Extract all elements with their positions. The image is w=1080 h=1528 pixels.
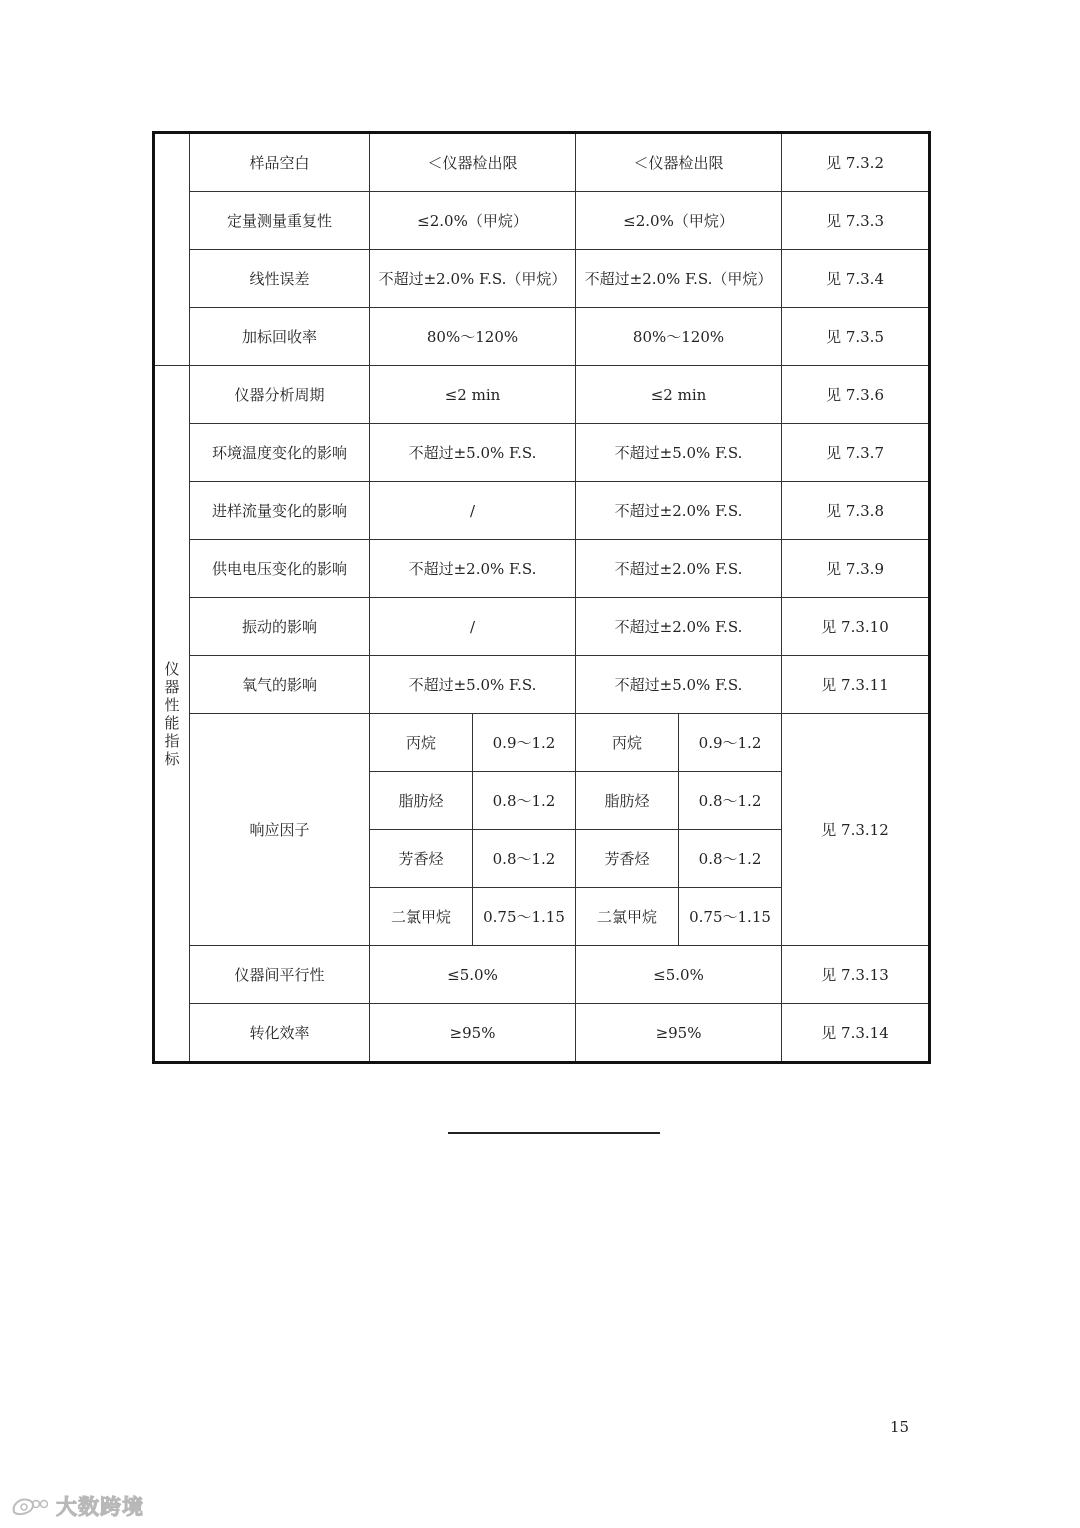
item-cell-response-factor: 响应因子 (190, 714, 370, 946)
factor-value-b: 0.8～1.2 (679, 830, 782, 888)
table-row (154, 1004, 930, 1063)
item-cell: 定量测量重复性 (190, 192, 370, 250)
group-label-char: 性 (164, 695, 180, 714)
spec-table (152, 131, 931, 1064)
value-cell-a: ≤2.0%（甲烷） (370, 192, 576, 250)
value-cell-a: 不超过±5.0% F.S. (370, 656, 576, 714)
table-row (154, 540, 930, 598)
table-row (154, 424, 930, 482)
value-cell-b: ≤5.0% (576, 946, 782, 1004)
item-cell: 线性误差 (190, 250, 370, 308)
value-cell-b: 不超过±2.0% F.S. (576, 598, 782, 656)
ref-cell: 见 7.3.5 (782, 308, 930, 366)
ref-cell: 见 7.3.8 (782, 482, 930, 540)
value-cell-b: ≤2.0%（甲烷） (576, 192, 782, 250)
group-label-char: 仪 (164, 659, 180, 678)
value-cell-b: 不超过±2.0% F.S. (576, 482, 782, 540)
value-cell-b: ≥95% (576, 1004, 782, 1063)
factor-value-a: 0.8～1.2 (473, 830, 576, 888)
ref-cell: 见 7.3.14 (782, 1004, 930, 1063)
value-cell-b: 不超过±2.0% F.S. (576, 540, 782, 598)
table-row (154, 656, 930, 714)
watermark (10, 1492, 144, 1520)
compound-name-a: 丙烷 (370, 714, 473, 772)
value-cell-a: ≤2 min (370, 366, 576, 424)
response-factor-row (154, 714, 930, 772)
ref-cell: 见 7.3.10 (782, 598, 930, 656)
value-cell-b: 不超过±5.0% F.S. (576, 424, 782, 482)
table-row (154, 946, 930, 1004)
table-row (154, 308, 930, 366)
compound-name-b: 脂肪烃 (576, 772, 679, 830)
group-label-cell (154, 366, 190, 1063)
value-cell-a: 不超过±2.0% F.S. (370, 540, 576, 598)
item-cell: 振动的影响 (190, 598, 370, 656)
value-cell-a: ≤5.0% (370, 946, 576, 1004)
value-cell-b: 不超过±2.0% F.S.（甲烷） (576, 250, 782, 308)
compound-name-b: 丙烷 (576, 714, 679, 772)
value-cell-a: / (370, 482, 576, 540)
value-cell-b: 80%～120% (576, 308, 782, 366)
value-cell-b: 不超过±5.0% F.S. (576, 656, 782, 714)
item-cell: 仪器间平行性 (190, 946, 370, 1004)
value-cell-b: ≤2 min (576, 366, 782, 424)
factor-value-b: 0.8～1.2 (679, 772, 782, 830)
table-row (154, 192, 930, 250)
group-label-char: 器 (164, 677, 180, 696)
page-number: 15 (890, 1418, 910, 1436)
ref-cell: 见 7.3.2 (782, 133, 930, 192)
group-label-char: 指 (164, 731, 180, 750)
item-cell: 加标回收率 (190, 308, 370, 366)
item-cell: 供电电压变化的影响 (190, 540, 370, 598)
ref-cell: 见 7.3.7 (782, 424, 930, 482)
table-row (154, 482, 930, 540)
ref-cell-response-factor: 见 7.3.12 (782, 714, 930, 946)
factor-value-b: 0.9～1.2 (679, 714, 782, 772)
table-row (154, 366, 930, 424)
table-row (154, 133, 930, 192)
value-cell-a: 不超过±5.0% F.S. (370, 424, 576, 482)
item-cell: 环境温度变化的影响 (190, 424, 370, 482)
value-cell-a: ≥95% (370, 1004, 576, 1063)
item-cell: 仪器分析周期 (190, 366, 370, 424)
value-cell-a: 不超过±2.0% F.S.（甲烷） (370, 250, 576, 308)
table-row (154, 598, 930, 656)
ref-cell: 见 7.3.4 (782, 250, 930, 308)
item-cell: 转化效率 (190, 1004, 370, 1063)
value-cell-b: ＜仪器检出限 (576, 133, 782, 192)
factor-value-a: 0.8～1.2 (473, 772, 576, 830)
compound-name-a: 二氯甲烷 (370, 888, 473, 946)
table-row (154, 250, 930, 308)
factor-value-a: 0.9～1.2 (473, 714, 576, 772)
compound-name-b: 二氯甲烷 (576, 888, 679, 946)
weibo-style-logo-icon (10, 1494, 50, 1518)
value-cell-a: / (370, 598, 576, 656)
ref-cell: 见 7.3.11 (782, 656, 930, 714)
factor-value-a: 0.75～1.15 (473, 888, 576, 946)
ref-cell: 见 7.3.6 (782, 366, 930, 424)
factor-value-b: 0.75～1.15 (679, 888, 782, 946)
watermark-text: 大数跨境 (56, 1495, 144, 1519)
item-cell: 样品空白 (190, 133, 370, 192)
group-label-char: 标 (164, 749, 180, 768)
compound-name-a: 芳香烃 (370, 830, 473, 888)
ref-cell: 见 7.3.3 (782, 192, 930, 250)
compound-name-a: 脂肪烃 (370, 772, 473, 830)
ref-cell: 见 7.3.13 (782, 946, 930, 1004)
value-cell-a: 80%～120% (370, 308, 576, 366)
item-cell: 氧气的影响 (190, 656, 370, 714)
item-cell: 进样流量变化的影响 (190, 482, 370, 540)
ref-cell: 见 7.3.9 (782, 540, 930, 598)
group-label-cell-empty (154, 133, 190, 366)
value-cell-a: ＜仪器检出限 (370, 133, 576, 192)
end-of-document-rule (448, 1132, 660, 1134)
group-label-char: 能 (164, 713, 180, 732)
compound-name-b: 芳香烃 (576, 830, 679, 888)
